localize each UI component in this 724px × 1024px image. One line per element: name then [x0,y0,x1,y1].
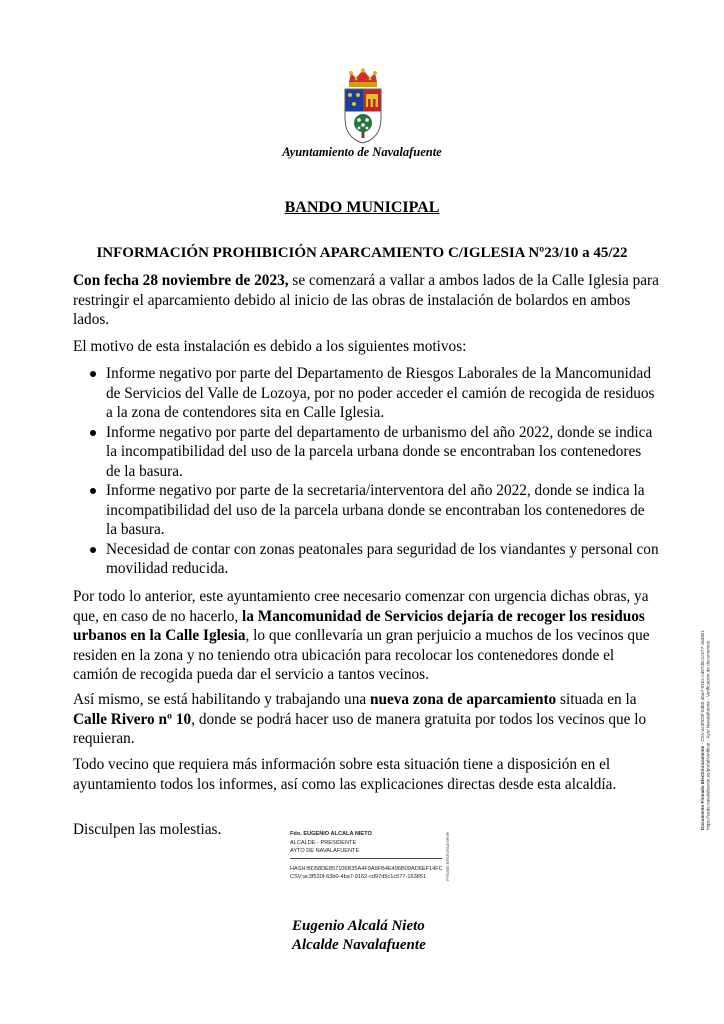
signature-name: Fdo. EUGENIO ALCALA NIETO [290,831,372,837]
paragraph-new-parking [73,690,659,749]
bullet-icon [90,488,96,494]
bullet-icon [90,371,96,377]
paragraph-text: Por todo lo anterior, este ayuntamiento cree necesario comenzar con urgencia dichas obras, ya que, en caso de no hacerlo, [73,588,649,625]
stamp-url[interactable]: https://sede.navalafuente.es/portal/verificar - Ayto Navalafuente - Verificación de documentos [705,640,711,830]
signature-csv: CSV:ac3f520f-63b0-4ba7-9162-cd97d5c1c577-163851 [290,874,427,881]
paragraph-text: situada en la [556,691,637,708]
stamp-title: Documento Firmado Electrónicamente [700,745,705,830]
list-item [73,540,659,579]
date-emphasis: Con fecha 28 noviembre de 2023, [73,272,289,289]
paragraph-motives-intro: El motivo de esta instalación es debido a los siguientes motivos: [73,338,467,355]
list-item [73,481,659,540]
signer-block [292,917,426,955]
paragraph-date-notice [73,271,659,330]
paragraph-text: , donde se podrá hacer uso de manera gratuita por todos los vecinos que lo requieran. [73,710,647,747]
bullet-icon [90,547,96,553]
bullet-icon [90,430,96,436]
document-subtitle: INFORMACIÓN PROHIBICIÓN APARCAMIENTO C/IGLESIA Nº23/10 a 45/22 [96,245,628,261]
coat-of-arms-icon [341,68,385,144]
document-title: BANDO MUNICIPAL [284,199,440,216]
list-item [73,364,659,423]
street-emphasis: Calle Rivero nº 10 [73,710,192,728]
signature-divider [290,858,442,859]
list-item [73,423,659,482]
signature-entity: AYTO DE NAVALAFUENTE [290,848,360,855]
mancomunidad-emphasis: la Mancomunidad de Servicios dejaría de recoger los residuos urbanos en la Calle Iglesia [73,607,645,644]
list-item-text: Informe negativo por parte del Departamento de Riesgos Laborales de la Mancomunidad de Servicios del Valle de Lozoya, por no poder acceder el camión de recogida de residuos a la zona de contendores sita en Calle Iglesia. [106,365,655,421]
organization-name: Ayuntamiento de Navalafuente [282,145,442,159]
paragraph-text: , lo que conllevaría un gran perjuicio a muchos de los vecinos que residen en la zona y no teniendo otra ubicación para recolocar los contenedores donde el camión de recogida pueda dar el servicio a tantos vecinos. [73,627,650,683]
paragraph-text: Así mismo, se está habilitando y trabajando una [73,691,370,708]
list-item-text: Informe negativo por parte de la secretaria/interventora del año 2022, donde se indica la incompatibilidad del uso de la parcela urbana donde se encontraban los contenedores de la basura. [106,482,645,538]
stamp-csv: - CSV:ac3f520f-63b0-4ba7-9162-cd97d5c1c577-163851 [700,629,705,746]
list-item-text: Informe negativo por parte del departamento de urbanismo del año 2022, donde se indica la incompatibilidad del uso de la parcela urbana donde se encontraban los contenedores de la basura. [106,423,653,480]
signer-role: Alcalde Navalafuente [292,937,426,953]
paragraph-information: Todo vecino que requiera más información sobre esta situación tiene a disposición en el ayuntamiento todos los informes, así como las explicaciones directas desde esta alcaldía. [73,756,617,793]
motives-list [73,364,659,579]
verification-stamp [700,590,718,830]
paragraph-apology: Disculpen las molestias. [73,821,222,838]
signature-vertical-label: Firmado Electrónicamente [445,832,450,881]
signature-hash: HASH:BD58DE857106B35A4F9A9FB4E496B09AD6EF14FC [290,865,443,872]
signer-name: Eugenio Alcalá Nieto [292,918,425,934]
paragraph-text: se comenzará a vallar a ambos lados de la Calle Iglesia para restringir el aparcamiento debido al inicio de las obras de instalación de bolardos en ambos lados. [73,272,659,328]
paragraph-conclusion [73,587,659,685]
list-item-text: Necesidad de contar con zonas peatonales para seguridad de los viandantes y personal con movilidad reducida. [106,540,659,577]
signature-role: ALCALDE - PRESIDENTE [290,839,357,846]
parking-emphasis: nueva zona de aparcamiento [369,691,557,708]
electronic-signature-box [290,830,450,908]
